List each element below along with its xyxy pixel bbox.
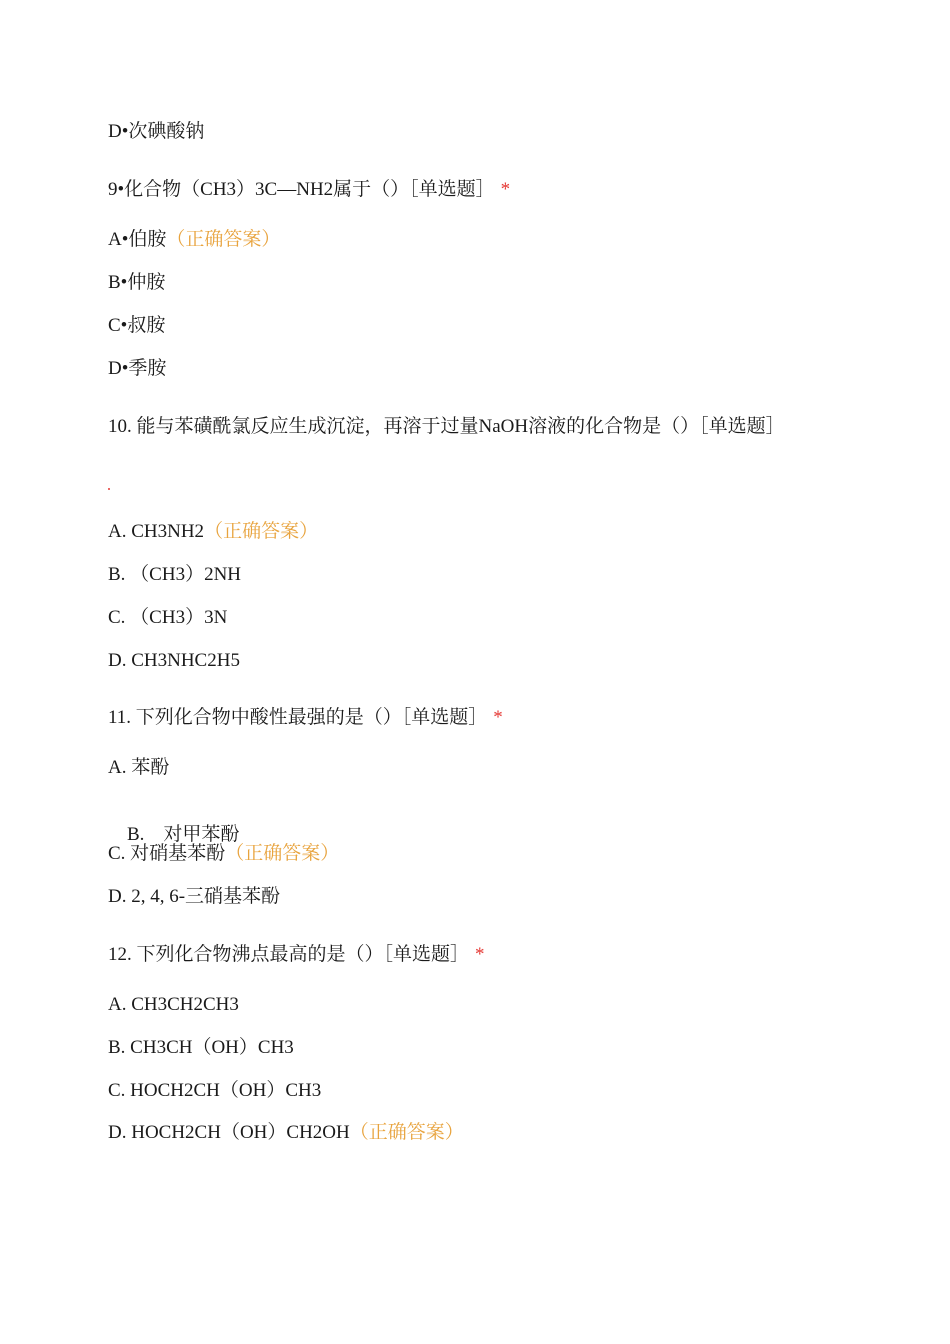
option-label: D. CH3NHC2H5 <box>108 650 240 671</box>
required-star: * <box>475 944 485 965</box>
q12-option-d[interactable] <box>108 1121 464 1145</box>
option-label: B. （CH3）2NH <box>108 564 242 585</box>
q11-option-c[interactable] <box>108 842 339 866</box>
correct-answer-tag: （正确答案） <box>204 521 319 542</box>
question-text: 10. 能与苯磺酰氯反应生成沉淀，再溶于过量NaOH溶液的化合物是（）［单选题］ <box>108 416 785 437</box>
q9-option-c[interactable] <box>108 314 165 338</box>
q8-option-d[interactable] <box>108 120 204 144</box>
q12-option-b[interactable] <box>108 1036 294 1060</box>
required-star: * <box>500 179 511 200</box>
option-label: C. HOCH2CH（OH）CH3 <box>108 1080 322 1101</box>
option-label: A•伯胺 <box>108 229 167 250</box>
q10-option-c[interactable] <box>108 606 227 630</box>
question-text: 12. 下列化合物沸点最高的是（）［单选题］ <box>108 944 470 965</box>
correct-answer-tag: （正确答案） <box>166 229 281 250</box>
q9-option-d[interactable] <box>108 357 166 381</box>
q9-option-a[interactable] <box>108 228 280 252</box>
option-label: C. 对硝基苯酚 <box>108 843 226 864</box>
q10-option-d[interactable] <box>108 649 240 673</box>
question-text: 9•化合物（CH3）3C—NH2属于（）［单选题］ <box>108 179 495 200</box>
option-label: D•次碘酸钠 <box>108 121 205 142</box>
option-label: A. CH3CH2CH3 <box>108 994 239 1015</box>
option-label: C. （CH3）3N <box>108 607 228 628</box>
option-label: B. 对甲苯酚 <box>127 824 240 845</box>
required-mark <box>108 488 110 490</box>
q12-title <box>108 943 485 967</box>
q12-option-c[interactable] <box>108 1079 321 1103</box>
correct-answer-tag: （正确答案） <box>349 1122 464 1143</box>
option-label: D. HOCH2CH（OH）CH2OH <box>108 1122 350 1143</box>
option-label: B•仲胺 <box>108 272 166 293</box>
option-label: D. 2, 4, 6-三硝基苯酚 <box>108 886 281 907</box>
option-label: C•叔胺 <box>108 315 166 336</box>
q10-title <box>108 415 828 439</box>
required-star: * <box>493 707 503 728</box>
question-text: 11. 下列化合物中酸性最强的是（）［单选题］ <box>108 707 488 728</box>
q11-title <box>108 706 503 730</box>
q10-option-a[interactable] <box>108 520 318 544</box>
q9-title <box>108 178 510 202</box>
q11-option-a[interactable] <box>108 756 169 780</box>
option-label: A. 苯酚 <box>108 757 170 778</box>
option-label: B. CH3CH（OH）CH3 <box>108 1037 294 1058</box>
option-label: D•季胺 <box>108 358 167 379</box>
q12-option-a[interactable] <box>108 993 239 1017</box>
option-label: A. CH3NH2 <box>108 521 205 542</box>
correct-answer-tag: （正确答案） <box>225 843 340 864</box>
q10-option-b[interactable] <box>108 563 241 587</box>
q11-option-d[interactable] <box>108 885 280 909</box>
q9-option-b[interactable] <box>108 271 165 295</box>
